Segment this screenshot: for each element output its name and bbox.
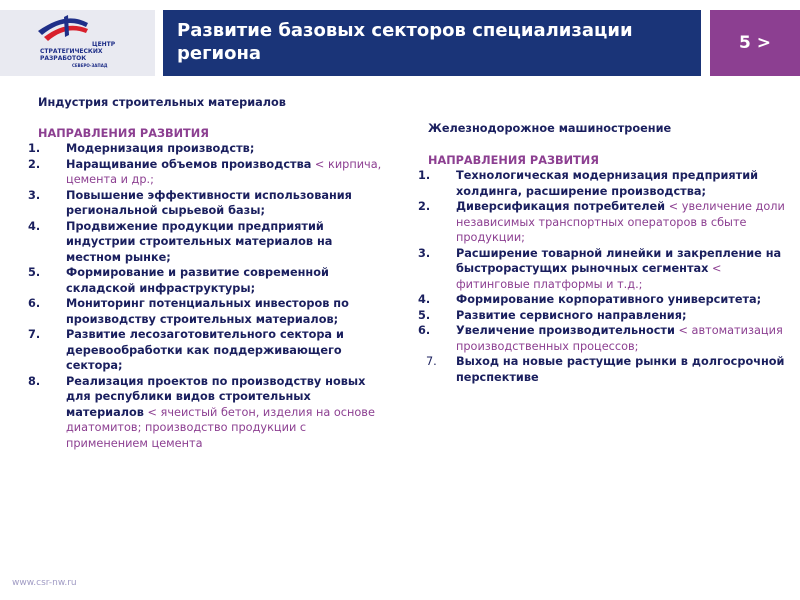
list-item [28,219,383,266]
list-item [418,168,793,199]
list-item-number: 1. [418,169,431,182]
list-item-note: < фитинговые платформы и т.д.; [456,262,722,291]
right-directions-label: НАПРАВЛЕНИЯ РАЗВИТИЯ [428,153,599,167]
list-item-text: Увеличение производительности [456,324,675,337]
list-item-number: 7. [28,328,41,341]
list-item-text: Наращивание объемов производства [66,157,312,171]
left-column [28,95,383,451]
list-item-number: 3. [28,188,41,202]
logo-line-1: ЦЕНТР [92,41,116,48]
list-item-number: 5. [418,308,431,322]
list-item-number: 4. [418,293,431,306]
right-column [418,121,793,385]
list-item [418,308,793,324]
list-item-number: 5. [28,266,41,279]
list-item [28,374,383,452]
list-item-note: < автоматизация производственных процессов; [456,324,783,353]
list-item-text: Развитие лесозаготовительного сектора и деревообработки как поддерживающего сектора; [66,328,344,372]
list-item-text: Реализация проектов по производству новых для республики видов строительных материалов [66,374,366,419]
list-item-number: 2. [418,200,431,213]
list-item-number: 8. [28,374,41,388]
list-item-text: Развитие сервисного направления; [456,308,687,322]
list-item-text: Повышение эффективности использования региональной сырьевой базы; [66,188,352,217]
list-item-number: 4. [28,219,41,233]
list-item [28,157,383,188]
logo [0,10,155,76]
list-item-text: Формирование корпоративного университета; [456,293,762,306]
list-item-note: < кирпича, цемента и др.; [66,157,382,186]
list-item-number: 7. [426,355,437,368]
left-sector-title: Индустрия строительных материалов [38,96,286,109]
right-directions-list [418,168,793,385]
list-item [28,141,383,157]
list-item-note: < увеличение доли независимых транспортных операторов в сбыте продукции; [456,200,785,244]
logo-line-3: РАЗРАБОТОК [40,55,87,62]
list-item-text: Выход на новые растущие рынки в долгосрочной перспективе [456,355,785,384]
list-item [418,246,793,293]
list-item [418,354,793,385]
next-page-button[interactable]: 5 > [710,10,800,76]
list-item-number: 6. [28,297,41,310]
logo-line-4: СЕВЕРО-ЗАПАД [72,63,108,68]
right-sector-title: Железнодорожное машиностроение [428,122,672,135]
list-item [28,265,383,296]
list-item [28,327,383,374]
logo-line-2: СТРАТЕГИЧЕСКИХ [40,48,103,55]
list-item-number: 2. [28,157,41,171]
list-item-note: < ячеистый бетон, изделия на основе диатомитов; производство продукции с применением цемента [66,405,375,450]
list-item-text: Модернизация производств; [66,142,255,155]
list-item-number: 6. [418,324,431,337]
list-item [418,323,793,354]
page-title: Развитие базовых секторов специализации региона [163,10,701,76]
list-item-text: Диверсификация потребителей [456,200,666,213]
list-item [28,296,383,327]
list-item-number: 3. [418,246,431,260]
logo-emblem-icon [28,13,98,43]
list-item [418,199,793,246]
list-item-text: Продвижение продукции предприятий индустрии строительных материалов на местном рынке; [66,219,333,264]
list-item-text: Расширение товарной линейки и закрепление на быстрорастущих рыночных сегментах [456,246,782,275]
footer-url[interactable]: www.csr-nw.ru [12,578,77,588]
list-item-text: Формирование и развитие современной складской инфраструктуры; [66,266,329,295]
list-item-number: 1. [28,142,41,155]
list-item [28,188,383,219]
left-directions-label: НАПРАВЛЕНИЯ РАЗВИТИЯ [38,126,209,140]
list-item [418,292,793,308]
list-item-text: Мониторинг потенциальных инвесторов по производству строительных материалов; [66,297,349,326]
list-item-text: Технологическая модернизация предприятий холдинга, расширение производства; [456,169,759,198]
left-directions-list [28,141,383,451]
